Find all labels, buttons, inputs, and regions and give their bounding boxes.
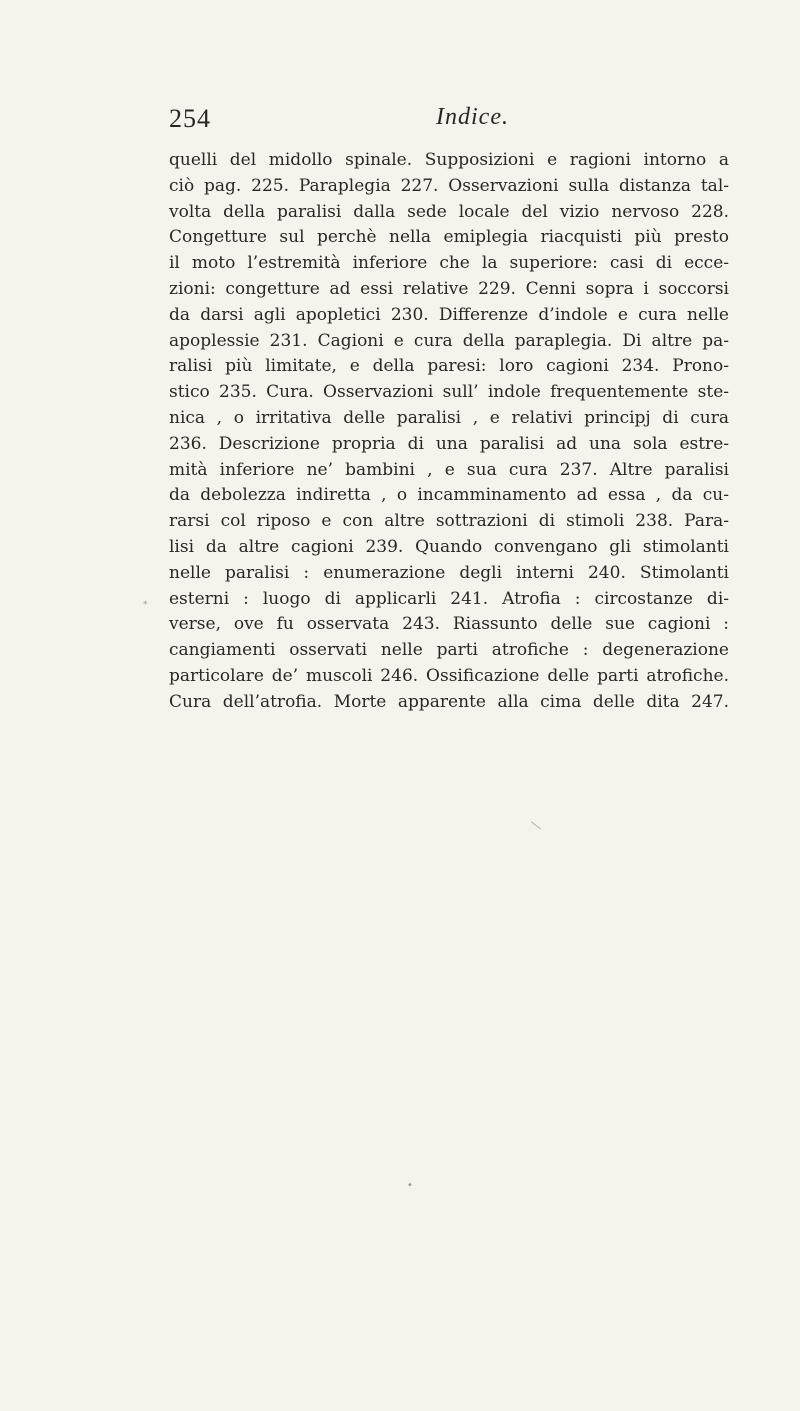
text-line-12: 236. Descrizione propria di una paralisi ad una sola estre- <box>169 433 729 454</box>
margin-star-mark: * <box>143 600 148 610</box>
text-line-9: ralisi più limitate, e della paresi: loro cagioni 234. Prono- <box>169 356 729 377</box>
text-line-5: il moto l’estremità inferiore che la superiore: casi di ecce- <box>169 253 729 274</box>
text-line-11: nica , o irritativa delle paralisi , e relativi principj di cura <box>169 407 729 428</box>
page-number: 254 <box>169 104 211 133</box>
text-line-10: stico 235. Cura. Osservazioni sull’ indole frequentemente ste- <box>169 382 729 403</box>
index-body-text <box>169 148 729 716</box>
text-line-19: verse, ove fu osservata 243. Riassunto delle sue cagioni : <box>169 614 729 635</box>
text-line-20: cangiamenti osservati nelle parti atrofiche : degenerazione <box>169 640 729 661</box>
text-line-17: nelle paralisi : enumerazione degli interni 240. Stimolanti <box>169 562 729 583</box>
text-line-16: lisi da altre cagioni 239. Quando convengano gli stimolanti <box>169 536 729 557</box>
text-line-18: esterni : luogo di applicarli 241. Atrofia : circostanze di- <box>169 588 729 609</box>
text-line-13: mità inferiore ne’ bambini , e sua cura 237. Altre paralisi <box>169 459 729 480</box>
text-line-1: quelli del midollo spinale. Supposizioni e ragioni intorno a <box>169 150 729 170</box>
text-line-2: ciò pag. 225. Paraplegia 227. Osservazioni sulla distanza tal- <box>169 175 729 196</box>
text-line-7: da darsi agli apopletici 230. Differenze d’indole e cura nelle <box>169 304 729 325</box>
stray-pen-stroke <box>531 821 541 829</box>
text-line-22: Cura dell’atrofia. Morte apparente alla cima delle dita 247. <box>169 691 729 712</box>
text-line-21: particolare de’ muscoli 246. Ossificazione delle parti atrofiche. <box>169 665 729 686</box>
running-head: Indice. <box>436 104 509 130</box>
text-line-4: Congetture sul perchè nella emiplegia riacquisti più presto <box>169 227 729 248</box>
page-dot-mark: • <box>407 1180 413 1191</box>
text-line-6: zioni: congetture ad essi relative 229. Cenni sopra i soccorsi <box>169 278 729 299</box>
text-line-8: apoplessie 231. Cagioni e cura della paraplegia. Di altre pa- <box>169 330 729 351</box>
text-line-14: da debolezza indiretta , o incamminamento ad essa , da cu- <box>169 485 729 506</box>
text-line-3: volta della paralisi dalla sede locale del vizio nervoso 228. <box>169 201 729 222</box>
text-line-15: rarsi col riposo e con altre sottrazioni di stimoli 238. Para- <box>169 511 729 532</box>
